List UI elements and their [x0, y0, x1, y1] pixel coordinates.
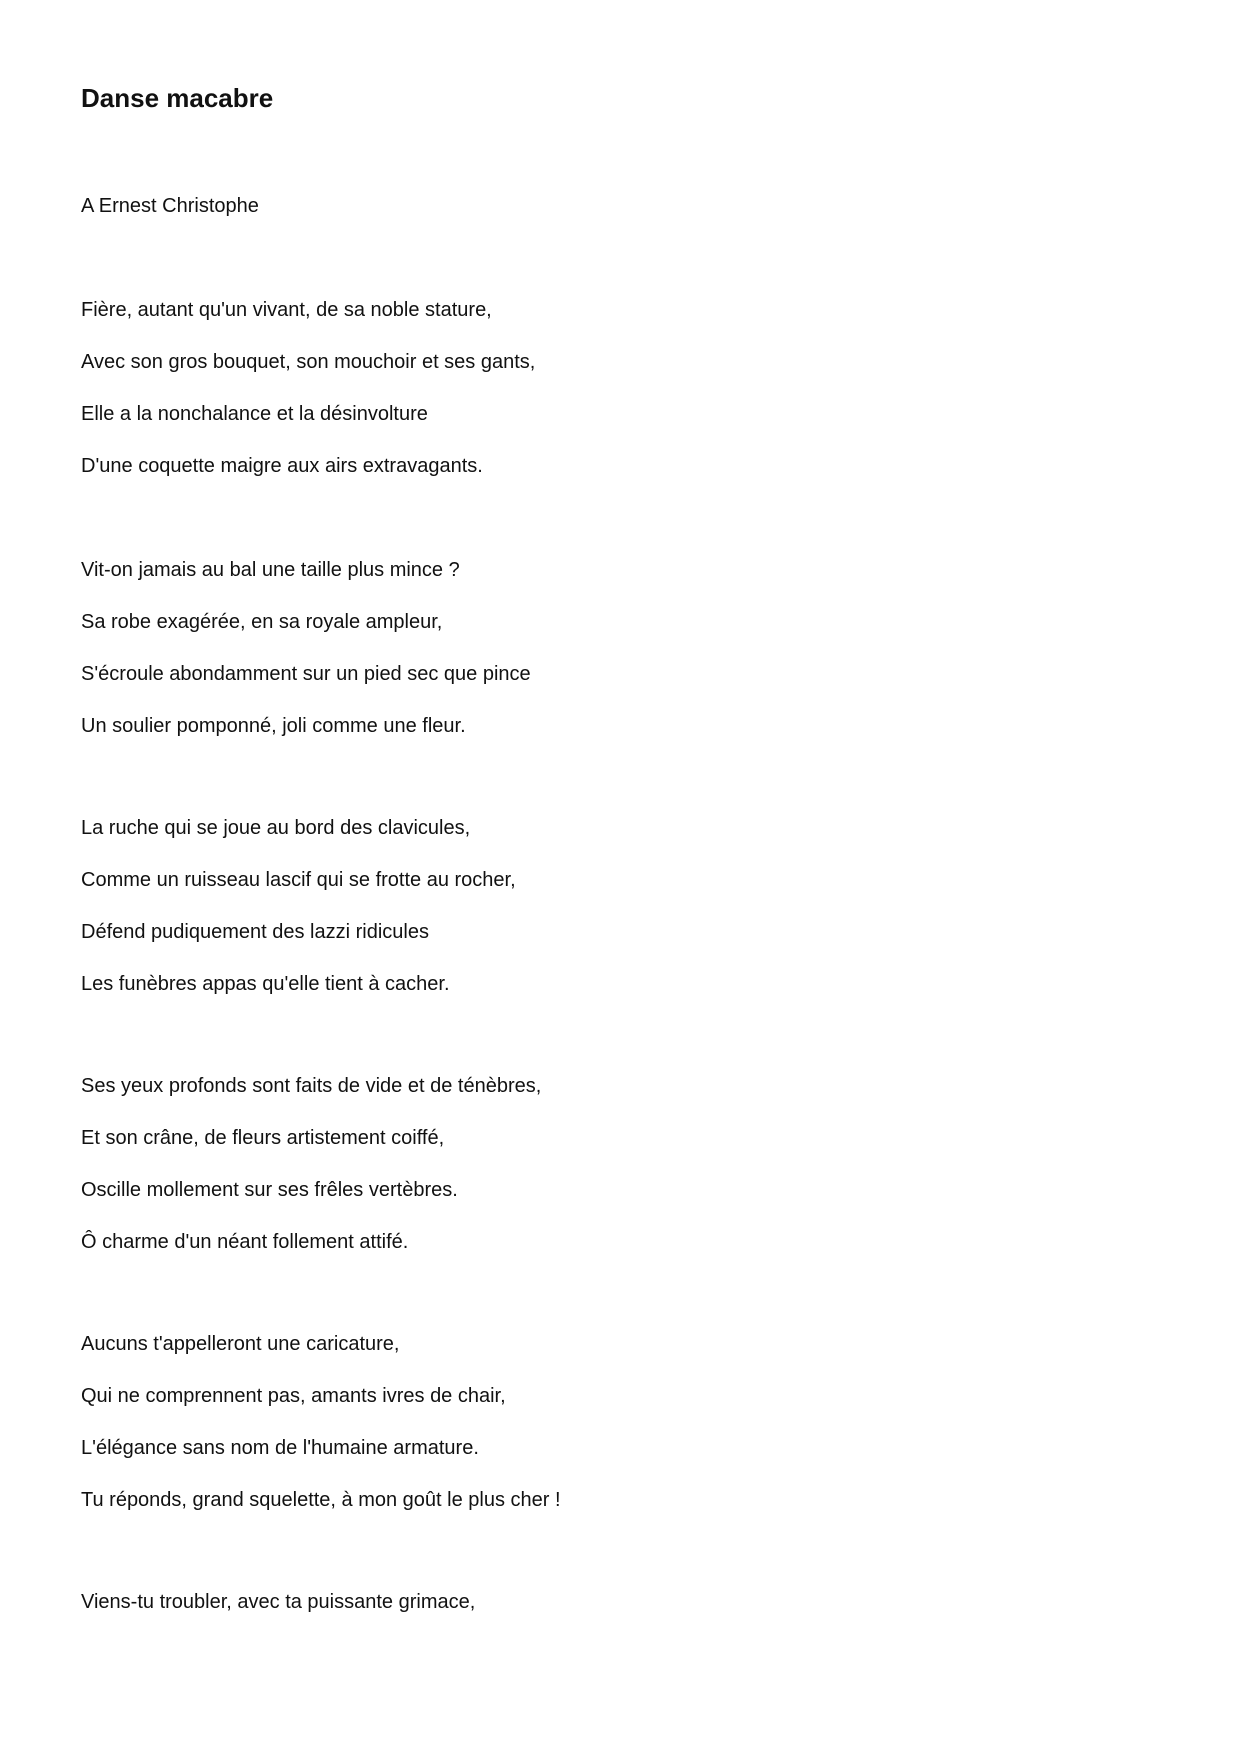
verse-line: Oscille mollement sur ses frêles vertèbres.: [81, 1179, 458, 1201]
verse-line: La ruche qui se joue au bord des clavicules,: [81, 817, 471, 839]
poem-title: Danse macabre: [81, 83, 274, 113]
verse-line: Un soulier pomponné, joli comme une fleur.: [81, 715, 466, 737]
verse-line: Viens-tu troubler, avec ta puissante grimace,: [81, 1591, 476, 1613]
verse-line: Tu réponds, grand squelette, à mon goût le plus cher !: [81, 1489, 561, 1511]
verse-line: Et son crâne, de fleurs artistement coiffé,: [81, 1127, 445, 1149]
verse-line: Elle a la nonchalance et la désinvolture: [81, 403, 428, 425]
verse-line: D'une coquette maigre aux airs extravagants.: [81, 455, 483, 477]
verse-line: Défend pudiquement des lazzi ridicules: [81, 921, 429, 943]
verse-line: Fière, autant qu'un vivant, de sa noble stature,: [81, 299, 492, 321]
verse-line: Comme un ruisseau lascif qui se frotte au rocher,: [81, 869, 516, 891]
verse-line: L'élégance sans nom de l'humaine armature.: [81, 1437, 479, 1459]
verse-line: Sa robe exagérée, en sa royale ampleur,: [81, 611, 443, 633]
verse-line: Avec son gros bouquet, son mouchoir et ses gants,: [81, 351, 536, 373]
poem-dedication: A Ernest Christophe: [81, 195, 259, 217]
verse-line: Aucuns t'appelleront une caricature,: [81, 1333, 400, 1355]
verse-line: S'écroule abondamment sur un pied sec que pince: [81, 663, 531, 685]
verse-line: Ô charme d'un néant follement attifé.: [81, 1231, 409, 1253]
verse-line: Les funèbres appas qu'elle tient à cacher.: [81, 973, 450, 995]
verse-line: Vit-on jamais au bal une taille plus mince ?: [81, 559, 460, 581]
verse-line: Ses yeux profonds sont faits de vide et de ténèbres,: [81, 1075, 542, 1097]
verse-line: Qui ne comprennent pas, amants ivres de chair,: [81, 1385, 506, 1407]
